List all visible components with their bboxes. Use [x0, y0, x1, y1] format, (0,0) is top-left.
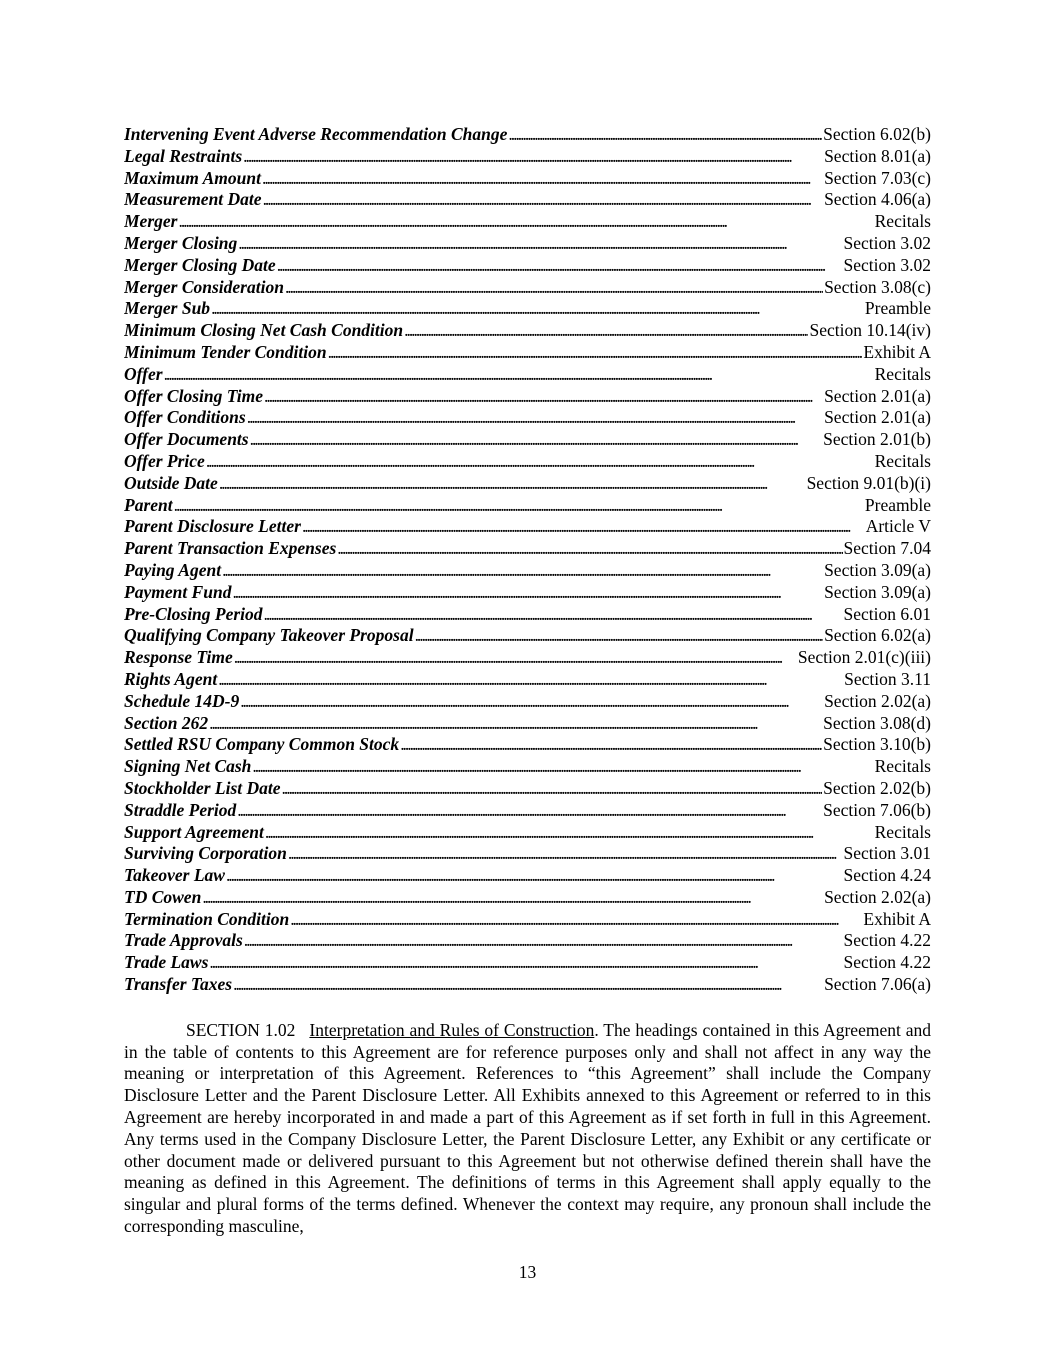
index-term: Merger Closing: [124, 232, 238, 253]
index-entry: [124, 952, 931, 974]
page-number: 13: [518, 1262, 537, 1282]
index-entry: [124, 582, 931, 604]
index-entry: [124, 146, 931, 168]
index-reference: Recitals: [874, 821, 931, 842]
index-reference: Section 3.02: [843, 254, 931, 275]
index-term: Trade Approvals: [124, 930, 243, 951]
dot-leader: [233, 974, 823, 996]
index-entry: [124, 407, 931, 429]
dot-leader: [222, 560, 823, 582]
index-term: Signing Net Cash: [124, 756, 252, 777]
dot-leader: [240, 691, 823, 713]
definitions-index: [124, 124, 931, 996]
index-term: Settled RSU Company Common Stock: [124, 734, 400, 755]
dot-leader: [328, 342, 863, 364]
index-term: Merger Sub: [124, 298, 211, 319]
dot-leader: [264, 604, 843, 626]
index-reference: Section 3.01: [843, 843, 931, 864]
index-entry: [124, 625, 931, 647]
index-term: Rights Agent: [124, 668, 218, 689]
dot-leader: [238, 233, 842, 255]
index-reference: Recitals: [874, 363, 931, 384]
index-reference: Section 4.22: [843, 952, 931, 973]
dot-leader: [285, 277, 823, 299]
dot-leader: [164, 364, 874, 386]
index-term: Merger Closing Date: [124, 254, 276, 275]
index-entry: [124, 429, 931, 451]
index-reference: Preamble: [864, 298, 931, 319]
dot-leader: [288, 843, 843, 865]
index-term: Trade Laws: [124, 952, 209, 973]
dot-leader: [282, 778, 823, 800]
section-title: Interpretation and Rules of Construction: [309, 1019, 595, 1040]
index-entry: [124, 255, 931, 277]
index-entry: [124, 734, 931, 756]
index-term: Schedule 14D-9: [124, 690, 240, 711]
index-entry: [124, 386, 931, 408]
index-term: Legal Restraints: [124, 145, 243, 166]
index-reference: Section 3.10(b): [823, 734, 931, 755]
dot-leader: [250, 429, 822, 451]
index-entry: [124, 974, 931, 996]
index-reference: Exhibit A: [863, 908, 931, 929]
index-reference: Section 10.14(iv): [809, 320, 931, 341]
index-term: Response Time: [124, 647, 233, 668]
index-reference: Section 6.01: [843, 603, 931, 624]
index-reference: Recitals: [874, 450, 931, 471]
dot-leader: [277, 255, 843, 277]
index-reference: Section 3.08(c): [824, 276, 931, 297]
dot-leader: [404, 320, 808, 342]
dot-leader: [337, 538, 842, 560]
index-term: Minimum Closing Net Cash Condition: [124, 320, 404, 341]
index-entry: [124, 320, 931, 342]
index-reference: Section 6.02(b): [823, 124, 931, 144]
index-entry: [124, 233, 931, 255]
index-entry: [124, 909, 931, 931]
index-entry: [124, 298, 931, 320]
index-reference: Section 7.06(a): [824, 974, 931, 995]
index-reference: Section 3.09(a): [824, 581, 931, 602]
index-reference: Section 8.01(a): [824, 145, 931, 166]
index-entry: [124, 124, 931, 146]
dot-leader: [206, 451, 874, 473]
index-entry: [124, 538, 931, 560]
index-entry: [124, 822, 931, 844]
index-term: Merger: [124, 211, 178, 232]
index-entry: [124, 713, 931, 735]
index-term: Offer Documents: [124, 429, 249, 450]
index-entry: [124, 604, 931, 626]
index-term: Maximum Amount: [124, 167, 261, 188]
index-reference: Section 7.04: [843, 538, 931, 559]
index-term: Paying Agent: [124, 559, 222, 580]
dot-leader: [209, 952, 842, 974]
dot-leader: [202, 887, 823, 909]
dot-leader: [237, 800, 822, 822]
index-reference: Section 4.24: [843, 865, 931, 886]
index-entry: [124, 277, 931, 299]
dot-leader: [232, 582, 823, 604]
index-entry: [124, 451, 931, 473]
index-entry: [124, 364, 931, 386]
index-reference: Recitals: [874, 756, 931, 777]
index-term: Offer Price: [124, 450, 205, 471]
index-term: Payment Fund: [124, 581, 232, 602]
dot-leader: [243, 146, 823, 168]
index-term: Minimum Tender Condition: [124, 341, 327, 362]
section-number: SECTION 1.02: [186, 1019, 296, 1040]
dot-leader: [244, 930, 843, 952]
index-term: Parent: [124, 494, 173, 515]
index-reference: Section 7.06(b): [823, 799, 931, 820]
index-term: Offer Closing Time: [124, 385, 264, 406]
index-reference: Section 2.02(a): [824, 886, 931, 907]
index-reference: Preamble: [864, 494, 931, 515]
index-entry: [124, 843, 931, 865]
index-reference: Section 4.22: [843, 930, 931, 951]
index-reference: Exhibit A: [863, 341, 931, 362]
dot-leader: [508, 124, 822, 146]
index-term: Transfer Taxes: [124, 974, 233, 995]
dot-leader: [211, 298, 864, 320]
index-reference: Section 3.08(d): [823, 712, 931, 733]
dot-leader: [178, 211, 873, 233]
index-entry: [124, 168, 931, 190]
index-reference: Section 4.06(a): [824, 189, 931, 210]
index-entry: [124, 887, 931, 909]
index-entry: [124, 211, 931, 233]
dot-leader: [252, 756, 873, 778]
index-entry: [124, 647, 931, 669]
index-term: Pre-Closing Period: [124, 603, 263, 624]
index-term: Merger Consideration: [124, 276, 284, 297]
index-reference: Section 9.01(b)(i): [806, 472, 931, 493]
index-reference: Section 6.02(a): [824, 625, 931, 646]
dot-leader: [415, 625, 824, 647]
index-reference: Section 2.02(b): [823, 777, 931, 798]
index-entry: [124, 930, 931, 952]
index-entry: [124, 756, 931, 778]
index-entry: [124, 669, 931, 691]
index-term: Termination Condition: [124, 908, 290, 929]
index-entry: [124, 473, 931, 495]
dot-leader: [219, 473, 806, 495]
index-entry: [124, 800, 931, 822]
index-term: Support Agreement: [124, 821, 264, 842]
dot-leader: [218, 669, 843, 691]
index-term: Straddle Period: [124, 799, 237, 820]
index-reference: Section 2.01(a): [824, 407, 931, 428]
dot-leader: [302, 516, 865, 538]
index-entry: [124, 189, 931, 211]
index-entry: [124, 778, 931, 800]
dot-leader: [226, 865, 843, 887]
index-reference: Section 2.01(a): [824, 385, 931, 406]
index-entry: [124, 516, 931, 538]
index-reference: Article V: [865, 516, 931, 537]
index-term: Intervening Event Adverse Recommendation Change: [124, 124, 508, 144]
index-entry: [124, 342, 931, 364]
document-page: [124, 124, 931, 1255]
section-body: . The headings contained in this Agreement and in the table of contents to this Agreement are for reference purposes only and shall not affect in any way the meaning or interpretation of this Agreement. References to “this Agreement” shall include the Company Disclosure Letter and the Parent Disclosure Letter. All Exhibits annexed to this Agreement or referred to in this Agreement are hereby incorporated in and made a part of this Agreement as if set forth in full in this Agreement. Any terms used in the Company Disclosure Letter, the Parent Disclosure Letter, any Exhibit or any certificate or other document made or delivered pursuant to this Agreement but not otherwise defined therein shall have the meaning as defined in this Agreement. The definitions of terms in this Agreement shall apply equally to the singular and plural forms of the terms defined. Whenever the context may require, any pronoun shall include the corresponding masculine,: [124, 1019, 931, 1237]
dot-leader: [234, 647, 797, 669]
index-entry: [124, 560, 931, 582]
index-term: Stockholder List Date: [124, 777, 281, 798]
index-reference: Section 2.01(b): [823, 429, 931, 450]
index-term: Outside Date: [124, 472, 218, 493]
dot-leader: [264, 386, 823, 408]
dot-leader: [247, 407, 823, 429]
index-reference: Recitals: [874, 211, 931, 232]
index-term: Offer Conditions: [124, 407, 246, 428]
dot-leader: [265, 822, 874, 844]
index-term: Parent Disclosure Letter: [124, 516, 301, 537]
dot-leader: [400, 734, 822, 756]
dot-leader: [209, 713, 822, 735]
dot-leader: [263, 189, 824, 211]
index-term: Measurement Date: [124, 189, 262, 210]
index-reference: Section 3.02: [843, 232, 931, 253]
dot-leader: [174, 495, 864, 517]
index-term: Surviving Corporation: [124, 843, 287, 864]
index-reference: Section 2.02(a): [824, 690, 931, 711]
index-term: Parent Transaction Expenses: [124, 538, 337, 559]
index-entry: [124, 691, 931, 713]
index-reference: Section 3.11: [844, 668, 931, 689]
index-reference: Section 3.09(a): [824, 559, 931, 580]
dot-leader: [290, 909, 862, 931]
index-entry: [124, 495, 931, 517]
index-term: Qualifying Company Takeover Proposal: [124, 625, 414, 646]
index-term: Offer: [124, 363, 163, 384]
index-reference: Section 2.01(c)(iii): [797, 647, 931, 668]
index-entry: [124, 865, 931, 887]
index-reference: Section 7.03(c): [824, 167, 931, 188]
section-paragraph: [124, 1020, 931, 1238]
index-term: Section 262: [124, 712, 209, 733]
index-term: TD Cowen: [124, 886, 202, 907]
index-term: Takeover Law: [124, 865, 225, 886]
dot-leader: [262, 168, 823, 190]
